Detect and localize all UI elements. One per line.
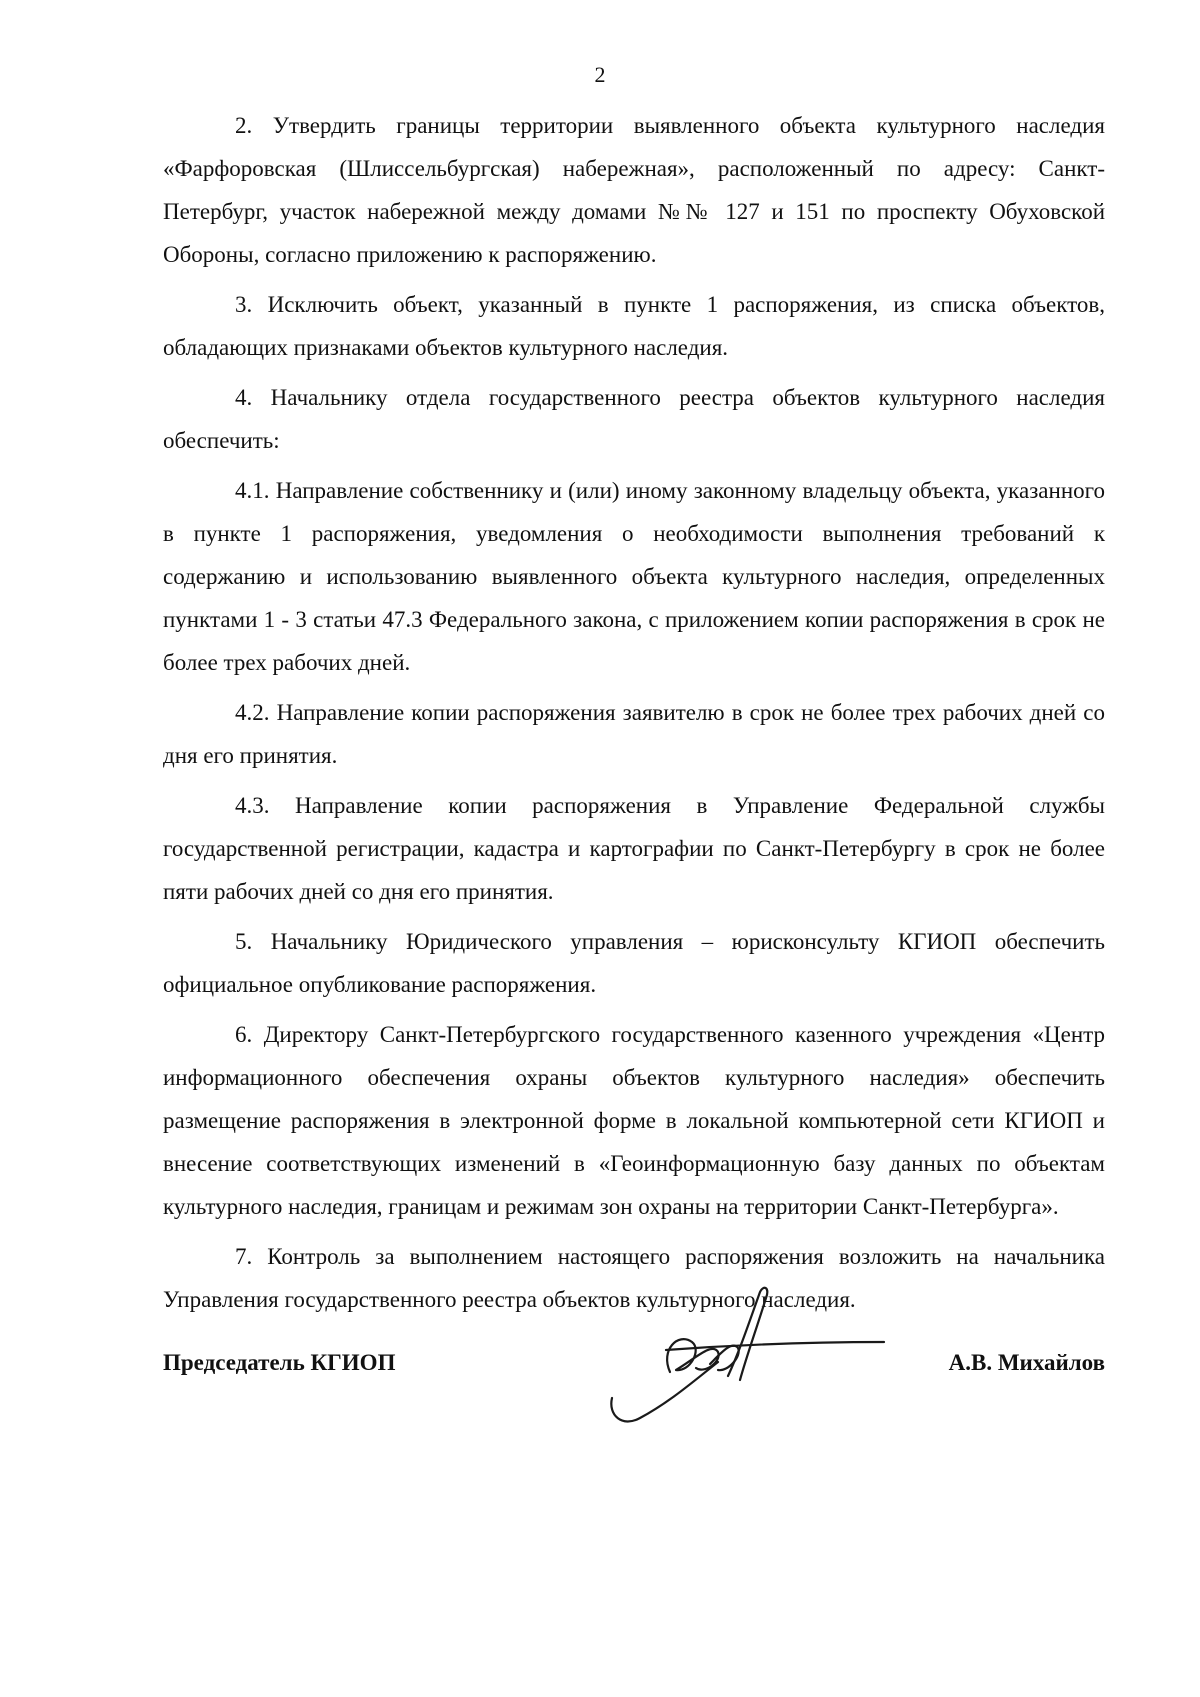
paragraph-4-1: 4.1. Направление собственнику и (или) иному законному владельцу объекта, указанного в пункте 1 распоряжения, уведомления о необходимости выполнения требований к содержанию и использованию выявленного объекта культурного наследия, определенных пунктами 1 - 3 статьи 47.3 Федерального закона, с приложением копии распоряжения в срок не более трех рабочих дней.: [163, 478, 1105, 675]
paragraph-4-2: 4.2. Направление копии распоряжения заявителю в срок не более трех рабочих дней со дня его принятия.: [163, 700, 1105, 768]
paragraph-4: 4. Начальнику отдела государственного реестра объектов культурного наследия обеспечить:: [163, 385, 1105, 453]
handwritten-signature: [600, 1280, 890, 1430]
paragraph-2: 2. Утвердить границы территории выявленного объекта культурного наследия «Фарфоровская (Шлиссельбургская) набережная», расположенный по адресу: Санкт-Петербург, участок набережной между домами №№ 127 и 151 по проспекту Обуховской Обороны, согласно приложению к распоряжению.: [163, 113, 1105, 267]
page-number: 2: [594, 62, 606, 87]
paragraph-4-3: 4.3. Направление копии распоряжения в Управление Федеральной службы государственной регистрации, кадастра и картографии по Санкт-Петербургу в срок не более пяти рабочих дней со дня его принятия.: [163, 793, 1105, 904]
paragraph-5: 5. Начальнику Юридического управления – юрисконсульту КГИОП обеспечить официальное опубликование распоряжения.: [163, 929, 1105, 997]
paragraph-3: 3. Исключить объект, указанный в пункте 1 распоряжения, из списка объектов, обладающих признаками объектов культурного наследия.: [163, 292, 1105, 360]
document-body: [163, 104, 1105, 1328]
paragraph-7: 7. Контроль за выполнением настоящего распоряжения возложить на начальника Управления государственного реестра объектов культурного наследия.: [163, 1244, 1105, 1312]
signatory-title: Председатель КГИОП: [163, 1350, 396, 1375]
signatory-name: А.В. Михайлов: [948, 1350, 1105, 1375]
paragraph-6: 6. Директору Санкт-Петербургского государственного казенного учреждения «Центр информационного обеспечения охраны объектов культурного наследия» обеспечить размещение распоряжения в электронной форме в локальной компьютерной сети КГИОП и внесение соответствующих изменений в «Геоинформационную базу данных по объектам культурного наследия, границам и режимам зон охраны на территории Санкт-Петербурга».: [163, 1022, 1105, 1219]
